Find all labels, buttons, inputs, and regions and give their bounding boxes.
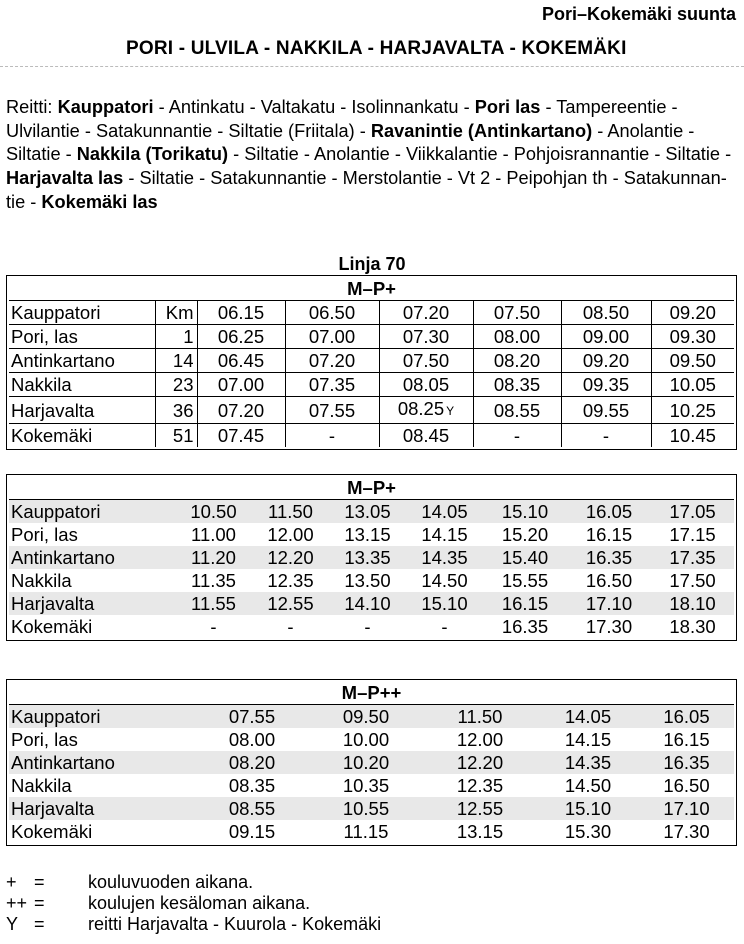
departure-time: 16.35 (501, 616, 549, 637)
stop-name: Antinkartano (9, 751, 195, 774)
stop-name: Kokemäki (11, 616, 93, 637)
departure-time: 11.35 (191, 570, 236, 591)
time-value: 07.00 (217, 374, 265, 395)
departure-time: - (441, 616, 448, 637)
departure-time (379, 424, 473, 448)
legend-item (6, 893, 381, 914)
time-value: - (328, 425, 336, 446)
stop-name: Nakkila (9, 373, 155, 397)
time-value: - (513, 425, 521, 446)
table-row (9, 546, 734, 569)
departure-time (285, 397, 379, 424)
departure-time: 16.35 (567, 546, 651, 569)
table-row (9, 728, 734, 751)
legend-symbol: ++ (6, 893, 28, 913)
departure-time: 08.55 (195, 797, 309, 820)
departure-time (379, 373, 473, 397)
departure-time: 08.00 (228, 729, 276, 750)
legend-text: koulujen kesäloman aikana. (88, 893, 311, 913)
table-row (9, 592, 734, 615)
route-description (6, 96, 736, 215)
departure-time (197, 397, 285, 424)
divider (0, 66, 744, 67)
table-caption: M–P++ (9, 682, 734, 705)
time-value: 08.00 (493, 326, 541, 347)
departure-time: 16.05 (639, 705, 734, 729)
departure-time: 17.35 (651, 546, 734, 569)
legend-equals: = (34, 872, 45, 892)
departure-time: 17.15 (669, 524, 716, 545)
departure-time: 11.55 (175, 592, 252, 615)
legend-symbol: + (6, 872, 17, 892)
departure-time: 13.05 (329, 500, 406, 524)
time-value: 09.55 (582, 399, 630, 421)
departure-time: 14.15 (421, 524, 468, 545)
departure-time (379, 397, 473, 424)
stop-name: Harjavalta (9, 592, 175, 615)
departure-time: 16.15 (585, 524, 633, 545)
stop-name: Nakkila (11, 570, 72, 591)
time-value: 07.55 (308, 399, 356, 421)
departure-time: 17.10 (567, 592, 651, 615)
time-value: 08.45 (402, 425, 450, 446)
departure-time (473, 301, 561, 325)
departure-time: 12.35 (267, 570, 314, 591)
table-row (9, 751, 734, 774)
departure-time: 12.20 (423, 751, 537, 774)
departure-time: 12.55 (423, 797, 537, 820)
time-value: 07.50 (402, 350, 450, 371)
departure-time: 14.15 (564, 729, 612, 750)
stop-km: 1 (155, 325, 197, 349)
departure-time (651, 349, 734, 373)
departure-time: 14.35 (537, 751, 639, 774)
departure-time (379, 325, 473, 349)
table-row (9, 615, 734, 638)
route-text: - Anolantie - Siltatie - (6, 120, 695, 165)
departure-time: 11.15 (343, 821, 389, 842)
time-value: 10.45 (669, 425, 716, 446)
departure-time: 11.00 (191, 524, 236, 545)
departure-time (379, 349, 473, 373)
departure-time (473, 373, 561, 397)
stop-name: Kokemäki (9, 424, 155, 448)
timetable-2 (6, 474, 737, 641)
departure-time: 18.30 (669, 616, 716, 637)
table-row (9, 705, 734, 729)
route-text: - Siltatie - Anolantie - Viikkalantie - Pohjoisrannantie - Siltatie - (228, 144, 732, 165)
departure-time: 08.20 (195, 751, 309, 774)
departure-time: 12.55 (252, 592, 329, 615)
time-value: 08.20 (493, 350, 541, 371)
table-caption: M–P+ (9, 278, 734, 301)
time-value: 07.20 (308, 350, 356, 371)
departure-time: 17.10 (639, 797, 734, 820)
departure-time: 10.55 (309, 797, 423, 820)
departure-time (285, 301, 379, 325)
line-title: Linja 70 (338, 254, 406, 274)
stop-name: Pori, las (11, 729, 78, 750)
departure-time: 14.10 (329, 592, 406, 615)
departure-time: 13.15 (456, 821, 504, 842)
departure-time: 12.20 (252, 546, 329, 569)
table-caption: M–P+ (9, 477, 734, 500)
timetable-3 (6, 679, 737, 846)
timetable-grid (9, 278, 734, 447)
route-stop: Pori las (474, 97, 541, 117)
legend-text: reitti Harjavalta - Kuurola - Kokemäki (88, 914, 382, 934)
departure-time: 16.15 (483, 592, 567, 615)
departure-time (651, 325, 734, 349)
departure-time (285, 424, 379, 448)
departure-time: 15.55 (501, 570, 549, 591)
departure-time: 09.15 (228, 821, 276, 842)
direction-title: Pori–Kokemäki suunta (541, 4, 736, 24)
departure-time (473, 397, 561, 424)
stop-name: Antinkartano (9, 546, 175, 569)
route-stop: Kauppatori (57, 97, 154, 117)
departure-time: 12.35 (456, 775, 504, 796)
departure-time: 15.30 (564, 821, 612, 842)
stop-name: Pori, las (11, 524, 78, 545)
stop-km: 36 (155, 397, 197, 424)
departure-time: 16.35 (639, 751, 734, 774)
time-value: 10.25 (669, 399, 716, 421)
route-stop: Kokemäki las (41, 191, 158, 212)
departure-time: 17.30 (663, 821, 710, 842)
table-row (9, 373, 734, 397)
departure-time: 11.50 (423, 705, 537, 729)
departure-time: 12.00 (456, 729, 504, 750)
time-value: 09.20 (669, 302, 716, 323)
table-row (9, 397, 734, 424)
departure-time: 07.55 (195, 705, 309, 729)
time-value: 09.30 (669, 326, 716, 347)
departure-time (561, 301, 651, 325)
departure-time: 10.50 (175, 500, 252, 524)
departure-time: 14.05 (406, 500, 483, 524)
note-marker: Y (446, 404, 455, 418)
departure-time: 17.50 (669, 570, 716, 591)
departure-time (197, 325, 285, 349)
route-stop: Ravanintie (Antinkartano) (370, 120, 593, 141)
time-value: 08.50 (582, 302, 630, 323)
departure-time: 15.40 (483, 546, 567, 569)
time-value: 06.25 (217, 326, 265, 347)
time-value: 10.05 (669, 374, 716, 395)
departure-time (473, 325, 561, 349)
time-value: 09.50 (669, 350, 716, 371)
departure-time (651, 373, 734, 397)
timetable-grid (9, 682, 734, 843)
departure-time (197, 373, 285, 397)
legend (6, 872, 381, 935)
legend-equals: = (34, 914, 45, 934)
departure-time: 10.35 (342, 775, 390, 796)
departure-time: 16.50 (663, 775, 710, 796)
departure-time: 15.10 (537, 797, 639, 820)
departure-time: 15.20 (501, 524, 549, 545)
departure-time: 08.35 (228, 775, 276, 796)
departure-time (651, 397, 734, 424)
departure-time (473, 424, 561, 448)
time-value: 08.25 (397, 398, 445, 419)
time-value: 08.35 (493, 374, 541, 395)
departure-time: 17.05 (651, 500, 734, 524)
departure-time: 14.05 (537, 705, 639, 729)
table-row (9, 569, 734, 592)
departure-time (651, 301, 734, 325)
departure-time: - (210, 616, 217, 637)
departure-time: 13.35 (329, 546, 406, 569)
departure-time (285, 325, 379, 349)
stop-name: Kokemäki (11, 821, 93, 842)
stop-km: 23 (155, 373, 197, 397)
departure-time: 14.35 (406, 546, 483, 569)
stop-km: 51 (172, 425, 194, 446)
departure-time: - (364, 616, 371, 637)
departure-time (473, 349, 561, 373)
stop-name: Kauppatori (9, 301, 155, 325)
route-text: - Tampereentie - Ulvilantie - Satakunnantie - Siltatie (Friitala) - (6, 97, 678, 141)
departure-time (379, 301, 473, 325)
departure-time: 10.20 (309, 751, 423, 774)
table-row (9, 349, 734, 373)
departure-time: 09.50 (309, 705, 423, 729)
departure-time: 10.00 (342, 729, 390, 750)
departure-time: 13.50 (344, 570, 391, 591)
departure-time: 16.15 (663, 729, 710, 750)
table-row (9, 523, 734, 546)
stop-name: Nakkila (11, 775, 72, 796)
time-value: - (602, 425, 610, 446)
departure-time: 15.10 (406, 592, 483, 615)
route-label: Reitti: (6, 97, 53, 117)
departure-time: 16.50 (585, 570, 633, 591)
departure-time (197, 349, 285, 373)
stop-name: Antinkartano (9, 349, 155, 373)
route-text: - Antinkatu - Valtakatu - Isolinnankatu - (153, 97, 475, 117)
route-stop: Harjavalta las (6, 168, 124, 189)
legend-symbol: Y (6, 914, 19, 934)
time-value: 07.50 (493, 302, 541, 323)
stop-name: Kauppatori (9, 500, 175, 524)
departure-time: 15.10 (483, 500, 567, 524)
time-value: 07.00 (308, 326, 356, 347)
time-value: 07.30 (402, 326, 450, 347)
departure-time (561, 373, 651, 397)
time-value: 08.55 (493, 399, 541, 421)
stop-km: 14 (155, 349, 197, 373)
time-value: 06.50 (308, 302, 356, 323)
stop-name: Pori, las (9, 325, 155, 349)
table-row (9, 774, 734, 797)
departure-time (197, 424, 285, 448)
legend-equals: = (34, 893, 45, 913)
departure-time (285, 373, 379, 397)
table-row (9, 424, 734, 448)
departure-time: 14.50 (564, 775, 612, 796)
time-value: 09.35 (582, 374, 630, 395)
route-title: PORI - ULVILA - NAKKILA - HARJAVALTA - KOKEMÄKI (126, 38, 627, 59)
time-value: 06.45 (217, 350, 265, 371)
departure-time (285, 349, 379, 373)
legend-item (6, 872, 381, 893)
route-stop: Nakkila (Torikatu) (76, 144, 229, 165)
time-value: 06.15 (217, 302, 265, 323)
time-value: 08.05 (402, 374, 450, 395)
table-row (9, 797, 734, 820)
time-value: 07.20 (217, 399, 265, 421)
time-value: 09.00 (582, 326, 630, 347)
departure-time (561, 349, 651, 373)
stop-name: Harjavalta (9, 397, 155, 424)
stop-name: Harjavalta (9, 797, 195, 820)
time-value: 07.20 (402, 302, 450, 323)
table-row (9, 301, 734, 325)
departure-time (561, 397, 651, 424)
departure-time: 18.10 (651, 592, 734, 615)
stop-km: Km (155, 301, 197, 325)
route-text: - Siltatie - Satakunnantie - Merstolantie - Vt 2 - Peipohjan th - Satakunnantie - (6, 168, 727, 212)
time-value: 09.20 (582, 350, 630, 371)
table-row (9, 820, 734, 843)
legend-text: kouluvuoden aikana. (88, 872, 254, 892)
time-value: 07.35 (308, 374, 356, 395)
departure-time (561, 325, 651, 349)
route-segments (6, 97, 731, 212)
timetable-1 (6, 275, 737, 450)
time-value: 07.45 (217, 425, 265, 446)
departure-time: - (287, 616, 294, 637)
departure-time: 11.20 (175, 546, 252, 569)
departure-time: 11.50 (252, 500, 329, 524)
legend-item (6, 914, 381, 935)
table-row (9, 500, 734, 524)
table-row (9, 325, 734, 349)
departure-time (651, 424, 734, 448)
departure-time (561, 424, 651, 448)
departure-time: 13.15 (344, 524, 391, 545)
departure-time: 17.30 (585, 616, 633, 637)
departure-time: 16.05 (567, 500, 651, 524)
departure-time: 14.50 (421, 570, 468, 591)
departure-time (197, 301, 285, 325)
timetable-grid (9, 477, 734, 638)
departure-time: 12.00 (267, 524, 314, 545)
stop-name: Kauppatori (9, 705, 195, 729)
